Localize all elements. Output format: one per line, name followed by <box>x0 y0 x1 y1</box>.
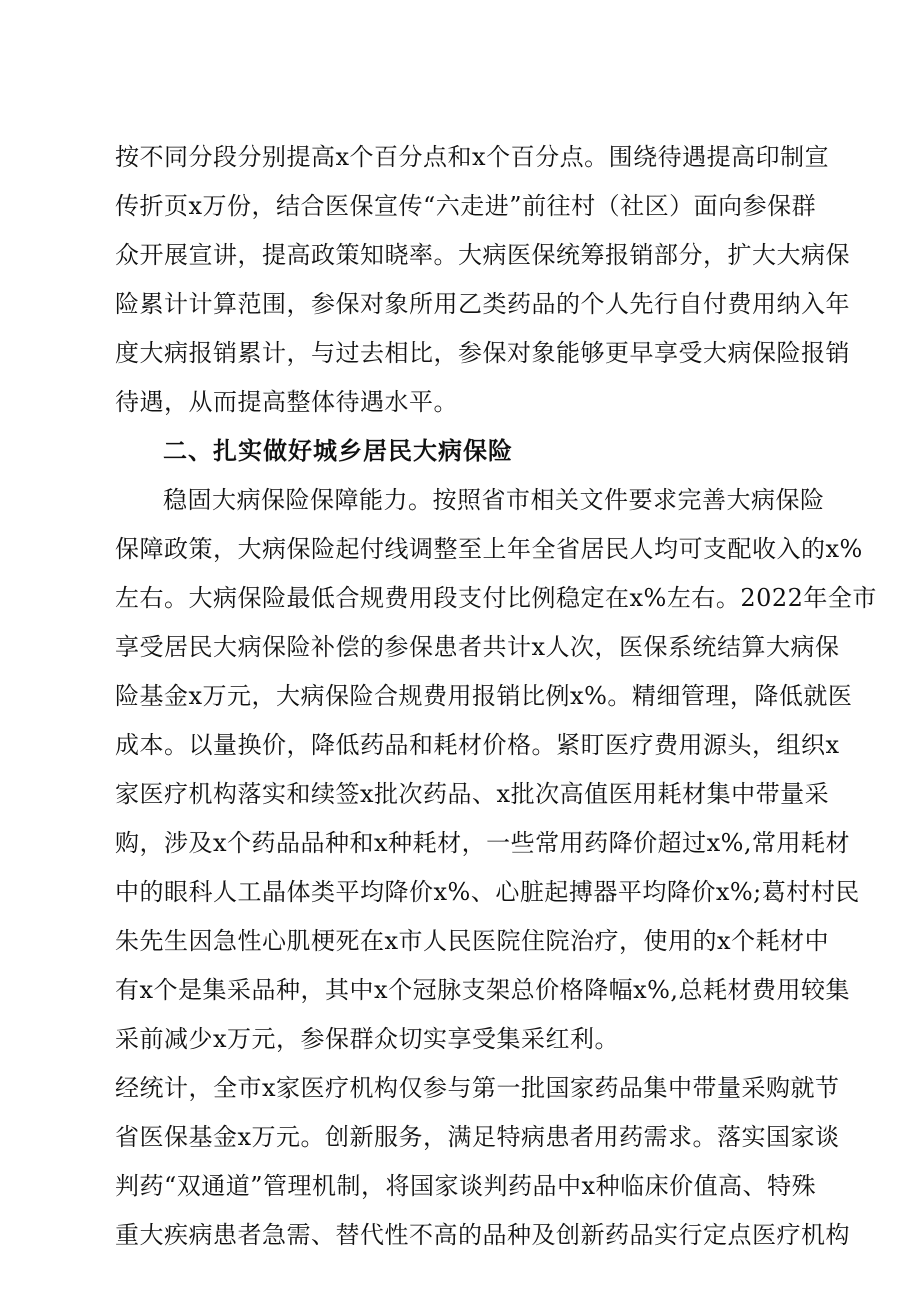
text-line: 待遇，从而提高整体待遇水平。 <box>115 388 458 416</box>
text-line: 省医保基金x万元。创新服务，满足特病患者用药需求。落实国家谈 <box>115 1123 840 1151</box>
text-line: 购，涉及x个药品品种和x种耗材，一些常用药降价超过x%,常用耗材 <box>115 829 851 857</box>
text-line: 按不同分段分别提高x个百分点和x个百分点。围绕待遇提高印制宣 <box>115 143 830 171</box>
text-line: 判药“双通道”管理机制，将国家谈判药品中x种临床价值高、特殊 <box>115 1172 817 1200</box>
text-line: 稳固大病保险保障能力。按照省市相关文件要求完善大病保险 <box>163 486 825 514</box>
section-heading: 二、扎实做好城乡居民大病保险 <box>163 436 513 465</box>
text-line: 成本。以量换价，降低药品和耗材价格。紧盯医疗费用源头，组织x <box>115 731 840 759</box>
text-line: 险累计计算范围，参保对象所用乙类药品的个人先行自付费用纳入年 <box>115 290 850 318</box>
text-line: 享受居民大病保险补偿的参保患者共计x人次，医保系统结算大病保 <box>115 633 840 661</box>
text-line: 险基金x万元，大病保险合规费用报销比例x%。精细管理，降低就医 <box>115 682 853 710</box>
text-line: 采前减少x万元，参保群众切实享受集采红利。 <box>115 1025 620 1053</box>
text-line: 有x个是集采品种，其中x个冠脉支架总价格降幅x%,总耗材费用较集 <box>115 976 851 1004</box>
text-line: 众开展宣讲，提高政策知晓率。大病医保统筹报销部分，扩大大病保 <box>115 241 850 269</box>
text-line: 传折页x万份，结合医保宣传“六走进”前往村（社区）面向参保群 <box>115 192 817 220</box>
text-line: 重大疾病患者急需、替代性不高的品种及创新药品实行定点医疗机构 <box>115 1221 850 1249</box>
text-line: 左右。大病保险最低合规费用段支付比例稳定在x%左右。2022年全市 <box>115 584 877 612</box>
text-line: 家医疗机构落实和续签x批次药品、x批次高值医用耗材集中带量采 <box>115 780 830 808</box>
text-line: 经统计，全市x家医疗机构仅参与第一批国家药品集中带量采购就节 <box>115 1074 840 1102</box>
text-line: 保障政策，大病保险起付线调整至上年全省居民人均可支配收入的x% <box>115 535 863 563</box>
text-line: 朱先生因急性心肌梗死在x市人民医院住院治疗，使用的x个耗材中 <box>115 927 830 955</box>
text-line: 度大病报销累计，与过去相比，参保对象能够更早享受大病保险报销 <box>115 339 850 367</box>
text-line: 中的眼科人工晶体类平均降价x%、心脏起搏器平均降价x%;葛村村民 <box>115 878 860 906</box>
